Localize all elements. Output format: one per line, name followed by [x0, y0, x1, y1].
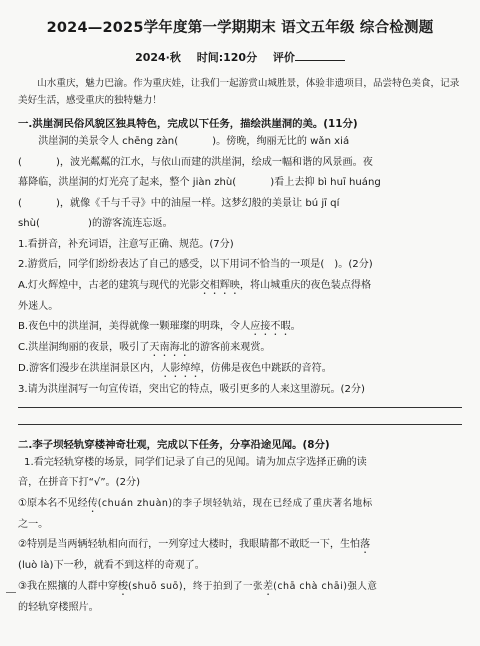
question-2-1: 1.看完轻轨穿楼的场景，同学们记录了自己的见闻。请为加点字选择正确的读 — [24, 456, 367, 468]
sentence-3: ③我在熙攘的人群中穿梭(shuō suō)，终于拍到了一张差(chā chà chāi)强人意 — [18, 580, 378, 592]
section1-heading: 一.洪崖洞民俗风貌区独具特色，完成以下任务，描绘洪崖洞的美。(11分) — [18, 118, 358, 130]
score-label: 评价 — [273, 51, 345, 64]
sentence-2: ②特别是当两辆轻轨相向而行，一列穿过大楼时，我眼睛都不敢眨一下，生怕落 — [18, 539, 371, 550]
margin-mark — [6, 592, 16, 593]
option-a[interactable]: A.灯火辉煌中，古老的建筑与现代的光影交相辉映，将山城重庆的夜色装点得格 — [18, 279, 372, 291]
section1-passage-line: ( )，就像《千与千寻》中的油屋一样。这梦幻般的美景让 bú jī qí — [18, 197, 340, 209]
question-1-3: 3.请为洪崖洞写一句宣传语，突出它的特点，吸引更多的人来这里游玩。(2分) — [18, 384, 365, 395]
section1-passage-line: ( )，波光粼粼的江水，与依山而建的洪崖洞，绘成一幅和谐的风景画。夜 — [18, 156, 373, 168]
sentence-1: ①原本名不见经传(chuán zhuàn)的李子坝轻轨站，现在已经成了重庆著名地标 — [18, 497, 373, 509]
section2-heading: 二.李子坝轻轨穿楼神奇壮观，完成以下任务，分享沿途见闻。(8分) — [18, 438, 330, 451]
option-a-cont: 外迷人。 — [18, 300, 59, 312]
sentence-1-cont: 之一。 — [18, 518, 49, 530]
sentence-3-cont: 的轻轨穿楼照片。 — [18, 601, 99, 613]
section1-passage: 洪崖洞的美景令人 chēng zàn( )。傍晚，绚丽无比的 wǎn xiá — [38, 136, 350, 147]
exam-meta — [18, 49, 462, 65]
question-1-2: 2.游赏后，同学们纷纷表达了自己的感受，以下用词不恰当的一项是( )。(2分) — [18, 259, 373, 270]
option-c[interactable]: C.洪崖洞绚丽的夜景，吸引了天南海北的游客前来观赏。 — [18, 342, 271, 353]
term-label: 2024·秋 — [135, 51, 181, 64]
answer-line[interactable] — [18, 424, 462, 425]
time-label: 时间:120分 — [196, 51, 258, 64]
option-d[interactable]: D.游客们漫步在洪崖洞景区内，人影绰绰，仿佛是夜色中跳跃的音符。 — [18, 363, 332, 374]
option-b[interactable]: B.夜色中的洪崖洞，美得就像一颗璀璨的明珠，令人应接不暇。 — [18, 321, 301, 332]
exam-title: 2024—2025学年度第一学期期末 语文五年级 综合检测题 — [46, 20, 434, 36]
section1-passage-line: shù( )的游客流连忘返。 — [18, 218, 173, 229]
answer-area[interactable] — [18, 407, 462, 425]
intro-text: 山水重庆，魅力巴渝。作为重庆娃，让我们一起游赏山城胜景，体验非遗项目，品尝特色美食，记录美好生活，感受重庆的独特魅力！ — [18, 78, 460, 106]
section1-passage-line: 幕降临，洪崖洞的灯光亮了起来，整个 jiàn zhù( )看上去抑 bì huī huáng — [18, 177, 381, 188]
question-2-1-cont: 音，在拼音下打“√”。(2分) — [18, 477, 141, 488]
sentence-2-cont[interactable]: (luò là)下一秒，就看不到这样的奇观了。 — [18, 560, 205, 571]
answer-line[interactable] — [18, 407, 462, 408]
question-1-1: 1.看拼音，补充词语，注意写正确、规范。(7分) — [18, 238, 234, 250]
score-blank[interactable] — [295, 50, 345, 61]
